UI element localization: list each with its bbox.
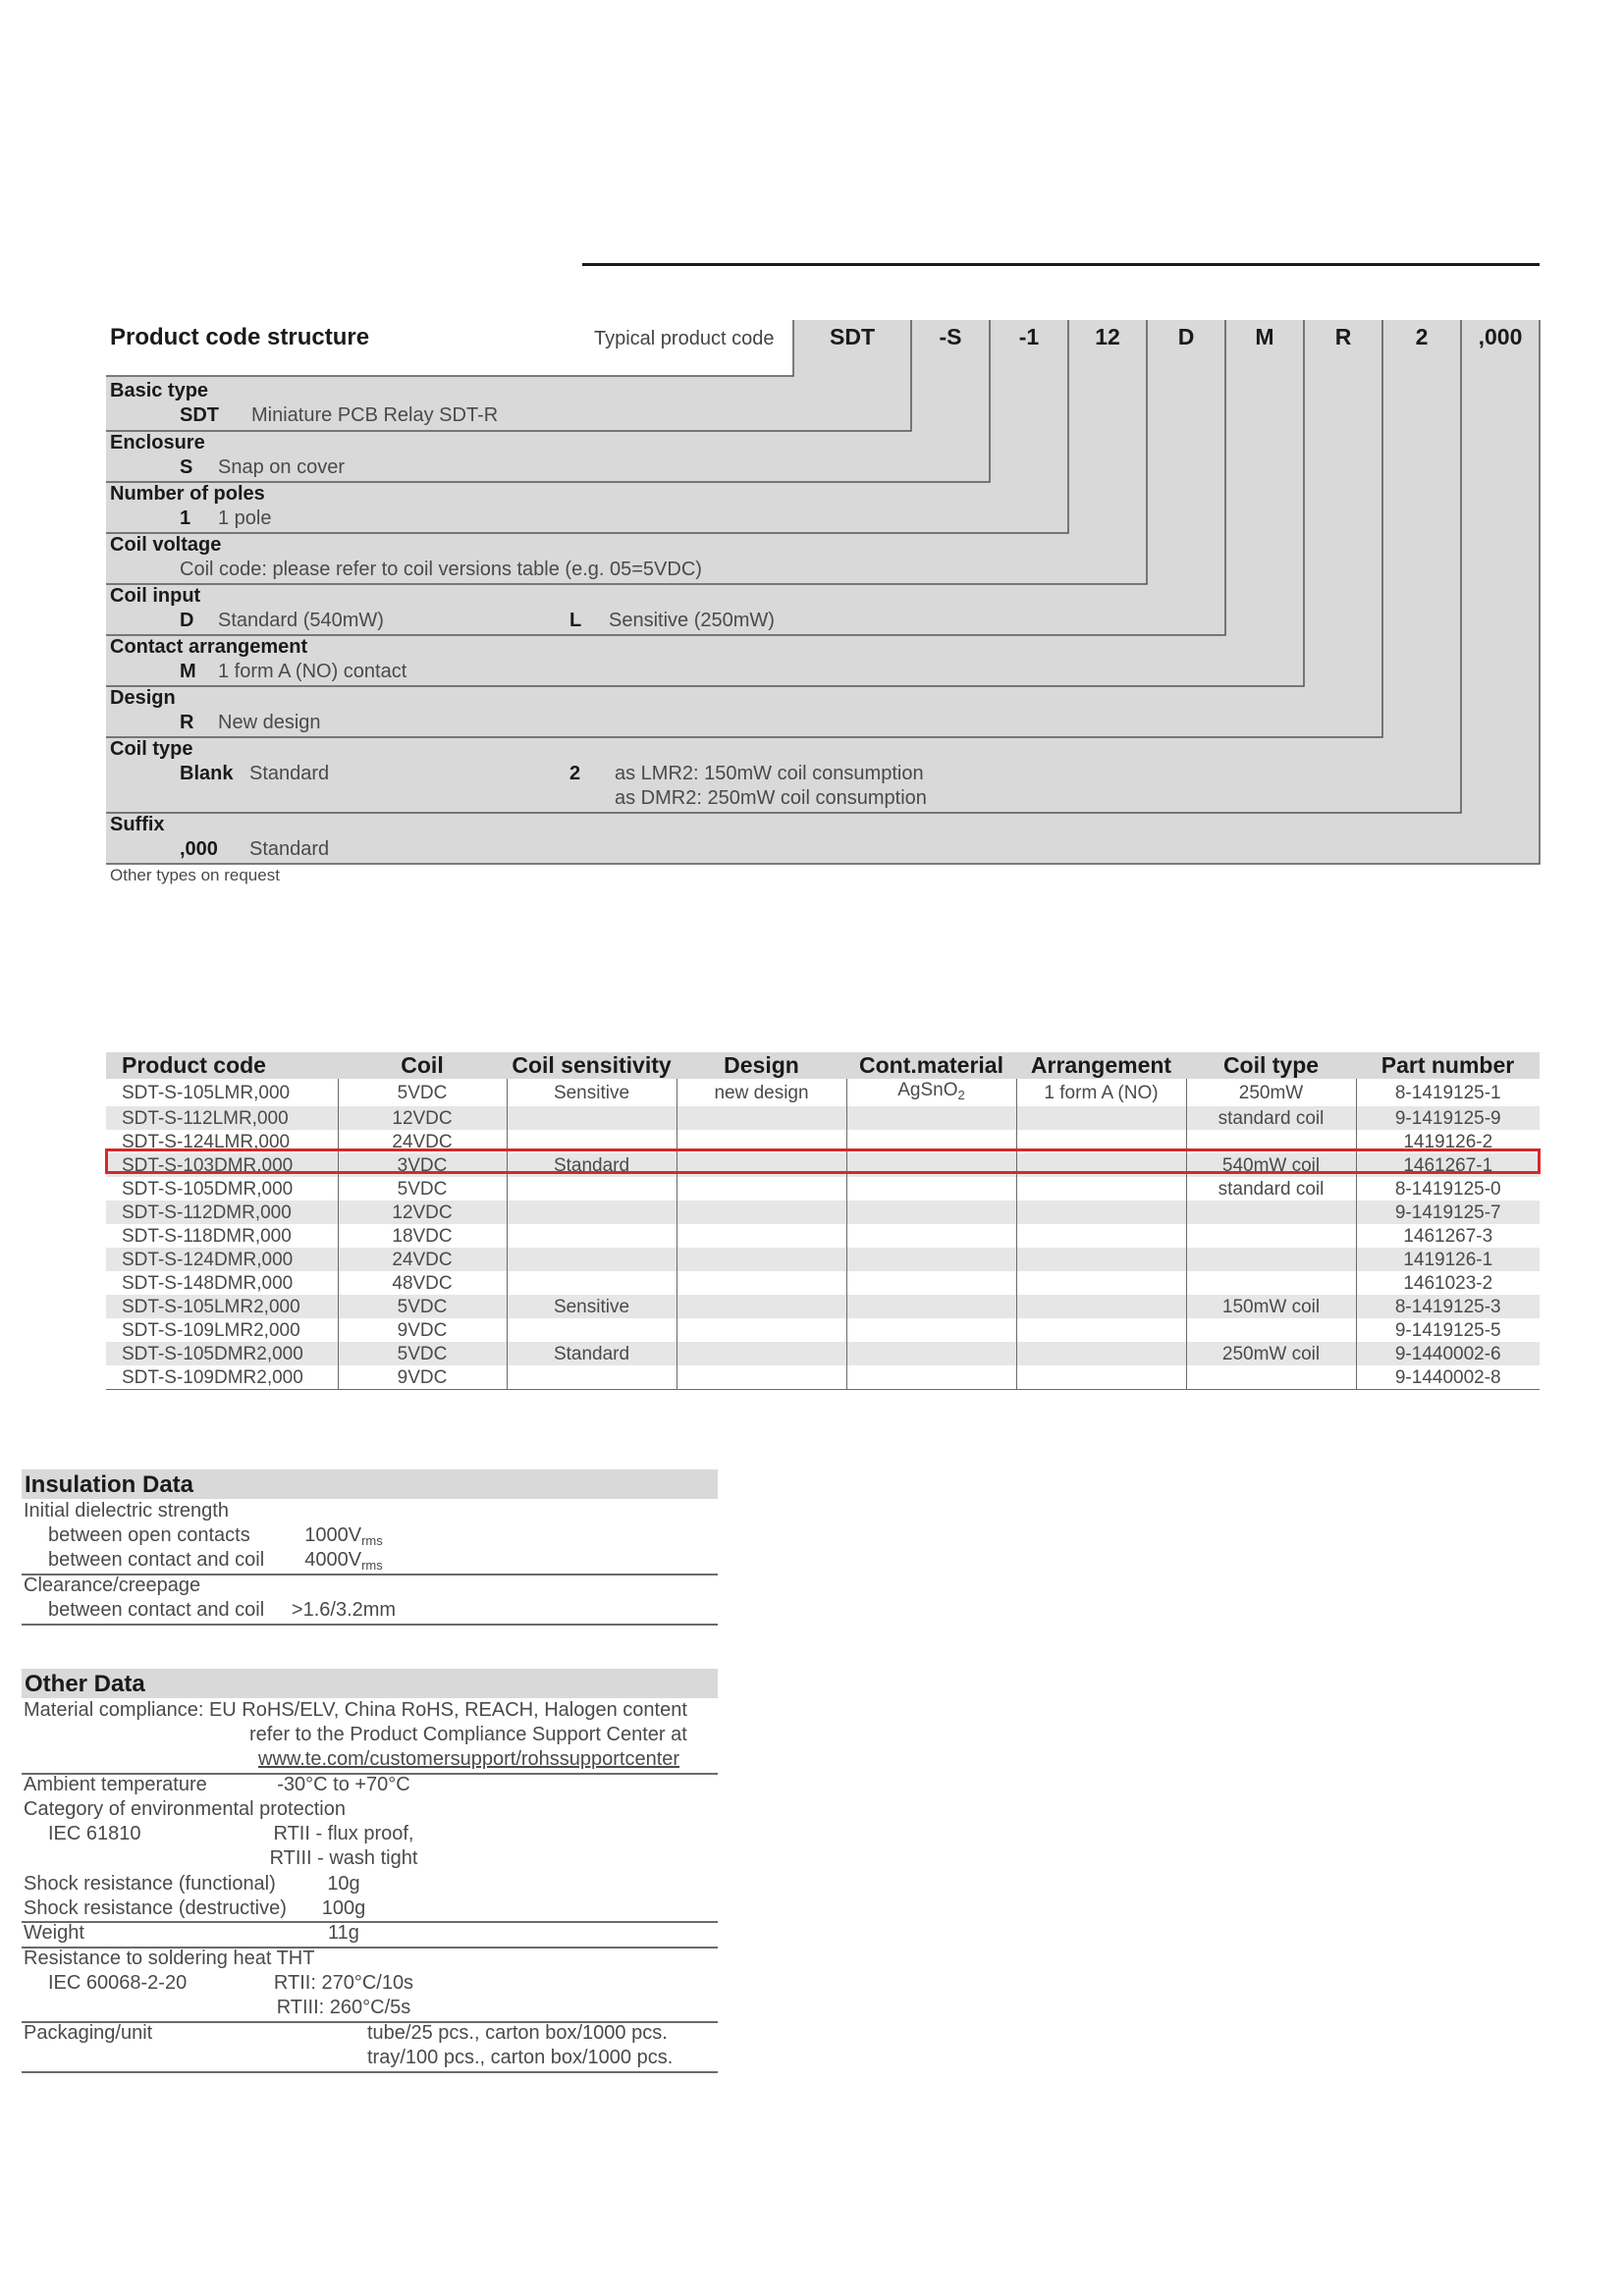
cell-product-code: SDT-S-109LMR2,000 bbox=[122, 1319, 300, 1341]
enclosure-heading: Enclosure bbox=[110, 432, 205, 454]
code-segment-d: D bbox=[1177, 324, 1195, 349]
iec61810-value-1: RTII - flux proof, bbox=[273, 1823, 414, 1844]
coil-type-text-standard: Standard bbox=[249, 763, 330, 784]
cell-design bbox=[677, 1318, 846, 1342]
cell-coil-sensitivity bbox=[507, 1106, 677, 1130]
cell-product-code: SDT-S-105DMR2,000 bbox=[106, 1342, 338, 1365]
header-design: Design bbox=[677, 1052, 846, 1079]
cell-cont-material bbox=[846, 1342, 1016, 1365]
table-row bbox=[106, 1177, 1540, 1201]
cell-part-number: 9-1419125-7 bbox=[1356, 1201, 1540, 1224]
shock-destructive-value: 100g bbox=[321, 1897, 366, 1919]
contact-arrangement-heading: Contact arrangement bbox=[110, 636, 308, 658]
cell-product-code: SDT-S-105LMR,000 bbox=[122, 1082, 291, 1103]
cell-cont-material bbox=[846, 1079, 1016, 1106]
poles-code: 1 bbox=[180, 507, 191, 529]
iec61810-row-2 bbox=[22, 1846, 718, 1871]
cell-coil-sensitivity bbox=[507, 1318, 677, 1342]
clearance-label: Clearance/creepage bbox=[24, 1575, 201, 1596]
coil-input-text-d: Standard (540mW) bbox=[218, 610, 384, 631]
table-row bbox=[106, 1248, 1540, 1271]
rms-subscript: rms bbox=[361, 1533, 383, 1548]
cell-design bbox=[677, 1106, 846, 1130]
basic-type-text: Miniature PCB Relay SDT-R bbox=[251, 404, 499, 426]
contact-coil-label: between contact and coil bbox=[48, 1549, 265, 1571]
cell-coil-type bbox=[1186, 1365, 1356, 1390]
coil-type-code-blank: Blank bbox=[180, 763, 234, 784]
cell-arrangement bbox=[1016, 1295, 1186, 1318]
cell-arrangement bbox=[1016, 1318, 1186, 1342]
cell-part-number: 1461267-1 bbox=[1356, 1153, 1540, 1177]
cell-arrangement: 1 form A (NO) bbox=[1016, 1079, 1186, 1106]
other-types-note: Other types on request bbox=[110, 866, 280, 884]
packaging-label: Packaging/unit bbox=[24, 2022, 153, 2044]
material-base: AgSnO bbox=[897, 1080, 958, 1100]
cell-coil: 24VDC bbox=[338, 1130, 507, 1153]
product-code-title: Product code structure bbox=[110, 324, 370, 350]
weight-label: Weight bbox=[24, 1922, 84, 1944]
coil-input-text-l: Sensitive (250mW) bbox=[609, 610, 775, 631]
coil-input-code-l: L bbox=[569, 610, 582, 631]
cell-coil-sensitivity bbox=[507, 1365, 677, 1390]
cell-coil: 12VDC bbox=[338, 1106, 507, 1130]
cell-coil-type bbox=[1186, 1248, 1356, 1271]
ambient-row bbox=[22, 1773, 718, 1797]
packaging-row-2 bbox=[22, 2046, 718, 2070]
ambient-value: -30°C to +70°C bbox=[277, 1774, 410, 1795]
design-text: New design bbox=[218, 712, 321, 733]
cell-coil-type: 250mW bbox=[1186, 1079, 1356, 1106]
cell-coil-type bbox=[1186, 1318, 1356, 1342]
cell-cont-material bbox=[846, 1365, 1016, 1390]
open-contacts-voltage: 1000V bbox=[304, 1524, 362, 1546]
iec60068-value-1: RTII: 270°C/10s bbox=[273, 1972, 414, 1994]
cell-part-number: 8-1419125-1 bbox=[1356, 1079, 1540, 1106]
basic-type-heading: Basic type bbox=[110, 380, 209, 401]
cell-coil-sensitivity: Standard bbox=[507, 1153, 677, 1177]
category-label: Category of environmental protection bbox=[24, 1798, 346, 1820]
table-row bbox=[106, 1224, 1540, 1248]
shock-functional-row bbox=[22, 1872, 718, 1896]
iec61810-row bbox=[22, 1822, 718, 1846]
cell-design bbox=[677, 1248, 846, 1271]
weight-row bbox=[22, 1921, 718, 1946]
compliance-link[interactable]: www.te.com/customersupport/rohssupportcenter bbox=[258, 1748, 680, 1770]
code-segment-s: -S bbox=[939, 324, 962, 349]
open-contacts-row bbox=[22, 1523, 718, 1548]
cell-product-code: SDT-S-124LMR,000 bbox=[122, 1131, 291, 1152]
cell-cont-material bbox=[846, 1295, 1016, 1318]
iec60068-label: IEC 60068-2-20 bbox=[48, 1972, 188, 1994]
cell-product-code: SDT-S-118DMR,000 bbox=[122, 1225, 292, 1247]
cell-coil: 18VDC bbox=[338, 1224, 507, 1248]
cell-coil-type: 250mW coil bbox=[1186, 1342, 1356, 1365]
coil-input-heading: Coil input bbox=[110, 585, 201, 607]
table-row bbox=[106, 1079, 1540, 1106]
cell-design bbox=[677, 1177, 846, 1201]
initial-dielectric-label: Initial dielectric strength bbox=[24, 1500, 229, 1522]
cell-coil: 48VDC bbox=[338, 1271, 507, 1295]
cell-design: new design bbox=[677, 1079, 846, 1106]
cell-coil: 12VDC bbox=[338, 1201, 507, 1224]
cell-arrangement bbox=[1016, 1248, 1186, 1271]
cell-product-code: SDT-S-148DMR,000 bbox=[122, 1272, 294, 1294]
compliance-line-2: refer to the Product Compliance Support Center at bbox=[249, 1724, 687, 1745]
cell-coil-sensitivity: Sensitive bbox=[507, 1295, 677, 1318]
design-heading: Design bbox=[110, 687, 176, 709]
cell-coil-sensitivity bbox=[507, 1224, 677, 1248]
ambient-label: Ambient temperature bbox=[24, 1774, 207, 1795]
cell-design bbox=[677, 1365, 846, 1390]
header-coil-type: Coil type bbox=[1186, 1052, 1356, 1079]
coil-voltage-text: Coil code: please refer to coil versions table (e.g. 05=5VDC) bbox=[180, 559, 702, 580]
packaging-row bbox=[22, 2021, 718, 2046]
iec61810-value-2: RTIII - wash tight bbox=[269, 1847, 418, 1869]
poles-text: 1 pole bbox=[218, 507, 272, 529]
open-contacts-label: between open contacts bbox=[48, 1524, 250, 1546]
cell-product-code: SDT-S-124DMR,000 bbox=[106, 1248, 338, 1271]
cell-cont-material bbox=[846, 1224, 1016, 1248]
cell-part-number: 1419126-2 bbox=[1356, 1130, 1540, 1153]
cell-arrangement bbox=[1016, 1201, 1186, 1224]
cell-product-code: SDT-S-112DMR,000 bbox=[106, 1201, 338, 1224]
iec61810-label: IEC 61810 bbox=[48, 1823, 141, 1844]
compliance-line-1: Material compliance: EU RoHS/ELV, China RoHS, REACH, Halogen content bbox=[24, 1699, 687, 1721]
code-segment-1: -1 bbox=[1018, 324, 1040, 349]
insulation-data-title: Insulation Data bbox=[22, 1469, 718, 1499]
cell-design bbox=[677, 1271, 846, 1295]
typical-code-label: Typical product code bbox=[594, 328, 775, 349]
header-arrangement: Arrangement bbox=[1016, 1052, 1186, 1079]
iec60068-value-2: RTIII: 260°C/5s bbox=[276, 1997, 411, 2018]
contact-coil-row bbox=[22, 1548, 718, 1573]
contact-arrangement-code: M bbox=[180, 661, 196, 682]
header-part-number: Part number bbox=[1356, 1052, 1540, 1079]
cell-coil-type: 150mW coil bbox=[1186, 1295, 1356, 1318]
other-data-title: Other Data bbox=[22, 1669, 718, 1698]
contact-coil-voltage: 4000V bbox=[304, 1549, 362, 1571]
cell-coil-type bbox=[1186, 1271, 1356, 1295]
iec60068-row-2 bbox=[22, 1996, 718, 2020]
cell-coil-sensitivity bbox=[507, 1248, 677, 1271]
clearance-contact-coil-row bbox=[22, 1598, 718, 1623]
cell-coil: 3VDC bbox=[338, 1153, 507, 1177]
cell-coil-sensitivity bbox=[507, 1271, 677, 1295]
code-staircase-lines bbox=[0, 0, 1624, 883]
divider bbox=[22, 2071, 718, 2073]
compliance-row-2 bbox=[22, 1723, 718, 1747]
cell-cont-material bbox=[846, 1318, 1016, 1342]
cell-arrangement bbox=[1016, 1342, 1186, 1365]
table-row bbox=[106, 1318, 1540, 1342]
cell-coil: 24VDC bbox=[338, 1248, 507, 1271]
contact-arrangement-text: 1 form A (NO) contact bbox=[218, 661, 407, 682]
poles-heading: Number of poles bbox=[110, 483, 265, 505]
cell-coil-sensitivity bbox=[507, 1201, 677, 1224]
cell-cont-material bbox=[846, 1106, 1016, 1130]
header-coil: Coil bbox=[338, 1052, 507, 1079]
cell-product-code: SDT-S-105LMR2,000 bbox=[106, 1295, 338, 1318]
cell-coil-type bbox=[1186, 1201, 1356, 1224]
enclosure-text: Snap on cover bbox=[218, 456, 345, 478]
cell-coil: 9VDC bbox=[338, 1365, 507, 1390]
cell-coil-type: 540mW coil bbox=[1186, 1153, 1356, 1177]
initial-dielectric-row bbox=[22, 1499, 718, 1523]
cell-coil-type bbox=[1186, 1224, 1356, 1248]
cell-arrangement bbox=[1016, 1177, 1186, 1201]
coil-type-heading: Coil type bbox=[110, 738, 193, 760]
cell-arrangement bbox=[1016, 1224, 1186, 1248]
divider bbox=[22, 1624, 718, 1626]
table-row bbox=[106, 1365, 1540, 1390]
coil-type-code-2: 2 bbox=[569, 763, 581, 784]
cell-arrangement bbox=[1016, 1106, 1186, 1130]
iec60068-row bbox=[22, 1971, 718, 1996]
header-coil-sensitivity: Coil sensitivity bbox=[507, 1052, 677, 1079]
cell-coil: 5VDC bbox=[338, 1079, 507, 1106]
cell-part-number: 8-1419125-0 bbox=[1356, 1177, 1540, 1201]
table-header-row bbox=[106, 1052, 1540, 1079]
cell-coil: 5VDC bbox=[338, 1177, 507, 1201]
basic-type-code: SDT bbox=[180, 404, 219, 426]
cell-coil-type: standard coil bbox=[1186, 1106, 1356, 1130]
clearance-value: >1.6/3.2mm bbox=[291, 1599, 397, 1621]
cell-product-code: SDT-S-109DMR2,000 bbox=[106, 1365, 338, 1390]
cell-coil-sensitivity bbox=[507, 1177, 677, 1201]
coil-input-code-d: D bbox=[180, 610, 194, 631]
cell-part-number: 9-1419125-9 bbox=[1356, 1106, 1540, 1130]
cell-cont-material bbox=[846, 1177, 1016, 1201]
header-cont-material: Cont.material bbox=[846, 1052, 1016, 1079]
cell-part-number: 1461267-3 bbox=[1356, 1224, 1540, 1248]
weight-value: 11g bbox=[328, 1922, 359, 1944]
compliance-row bbox=[22, 1698, 718, 1723]
cell-part-number: 9-1419125-5 bbox=[1356, 1318, 1540, 1342]
cell-coil-type: standard coil bbox=[1186, 1177, 1356, 1201]
cell-product-code: SDT-S-103DMR,000 bbox=[106, 1153, 338, 1177]
shock-destructive-label: Shock resistance (destructive) bbox=[24, 1897, 287, 1919]
enclosure-code: S bbox=[180, 456, 193, 478]
cell-cont-material bbox=[846, 1271, 1016, 1295]
clearance-contact-coil-label: between contact and coil bbox=[48, 1599, 265, 1621]
cell-coil: 9VDC bbox=[338, 1318, 507, 1342]
clearance-row bbox=[22, 1574, 718, 1598]
soldering-row bbox=[22, 1947, 718, 1971]
cell-arrangement bbox=[1016, 1271, 1186, 1295]
cell-part-number: 9-1440002-6 bbox=[1356, 1342, 1540, 1365]
code-segment-2: 2 bbox=[1415, 324, 1429, 349]
material-subscript: 2 bbox=[957, 1088, 965, 1102]
suffix-heading: Suffix bbox=[110, 814, 165, 835]
code-segment-12: 12 bbox=[1095, 324, 1120, 349]
coil-type-text-lmr2: as LMR2: 150mW coil consumption bbox=[615, 763, 924, 784]
coil-type-text-dmr2: as DMR2: 250mW coil consumption bbox=[615, 787, 927, 809]
highlighted-row-outline bbox=[105, 1148, 1541, 1174]
cell-product-code: SDT-S-112LMR,000 bbox=[106, 1106, 338, 1130]
table-row bbox=[106, 1295, 1540, 1318]
cell-coil-sensitivity: Sensitive bbox=[507, 1079, 677, 1106]
cell-cont-material bbox=[846, 1201, 1016, 1224]
cell-part-number: 9-1440002-8 bbox=[1356, 1365, 1540, 1390]
cell-design bbox=[677, 1224, 846, 1248]
header-product-code: Product code bbox=[106, 1052, 338, 1079]
cell-design bbox=[677, 1342, 846, 1365]
product-table bbox=[106, 1052, 1540, 1390]
shock-destructive-row bbox=[22, 1896, 718, 1921]
suffix-code: ,000 bbox=[180, 838, 218, 860]
code-segment-m: M bbox=[1255, 324, 1274, 349]
table-row bbox=[106, 1106, 1540, 1130]
category-row bbox=[22, 1797, 718, 1822]
cell-arrangement bbox=[1016, 1365, 1186, 1390]
code-segment-000: ,000 bbox=[1478, 324, 1523, 349]
rms-subscript: rms bbox=[361, 1558, 383, 1573]
cell-coil: 5VDC bbox=[338, 1295, 507, 1318]
cell-product-code: SDT-S-105DMR,000 bbox=[122, 1178, 294, 1200]
table-row bbox=[106, 1201, 1540, 1224]
cell-design bbox=[677, 1295, 846, 1318]
soldering-label: Resistance to soldering heat THT bbox=[24, 1948, 315, 1969]
table-row bbox=[106, 1342, 1540, 1365]
table-row bbox=[106, 1271, 1540, 1295]
coil-voltage-heading: Coil voltage bbox=[110, 534, 222, 556]
cell-coil-sensitivity: Standard bbox=[507, 1342, 677, 1365]
suffix-text: Standard bbox=[249, 838, 330, 860]
compliance-row-3 bbox=[22, 1747, 718, 1772]
shock-functional-value: 10g bbox=[327, 1873, 360, 1895]
cell-part-number: 1419126-1 bbox=[1356, 1248, 1540, 1271]
cell-part-number: 1461023-2 bbox=[1356, 1271, 1540, 1295]
code-segment-r: R bbox=[1334, 324, 1352, 349]
packaging-value-1: tube/25 pcs., carton box/1000 pcs. bbox=[367, 2022, 668, 2044]
code-segment-sdt: SDT bbox=[830, 324, 875, 349]
cell-cont-material bbox=[846, 1248, 1016, 1271]
cell-part-number: 8-1419125-3 bbox=[1356, 1295, 1540, 1318]
design-code: R bbox=[180, 712, 194, 733]
shock-functional-label: Shock resistance (functional) bbox=[24, 1873, 276, 1895]
cell-coil: 5VDC bbox=[338, 1342, 507, 1365]
packaging-value-2: tray/100 pcs., carton box/1000 pcs. bbox=[367, 2047, 674, 2068]
cell-design bbox=[677, 1201, 846, 1224]
